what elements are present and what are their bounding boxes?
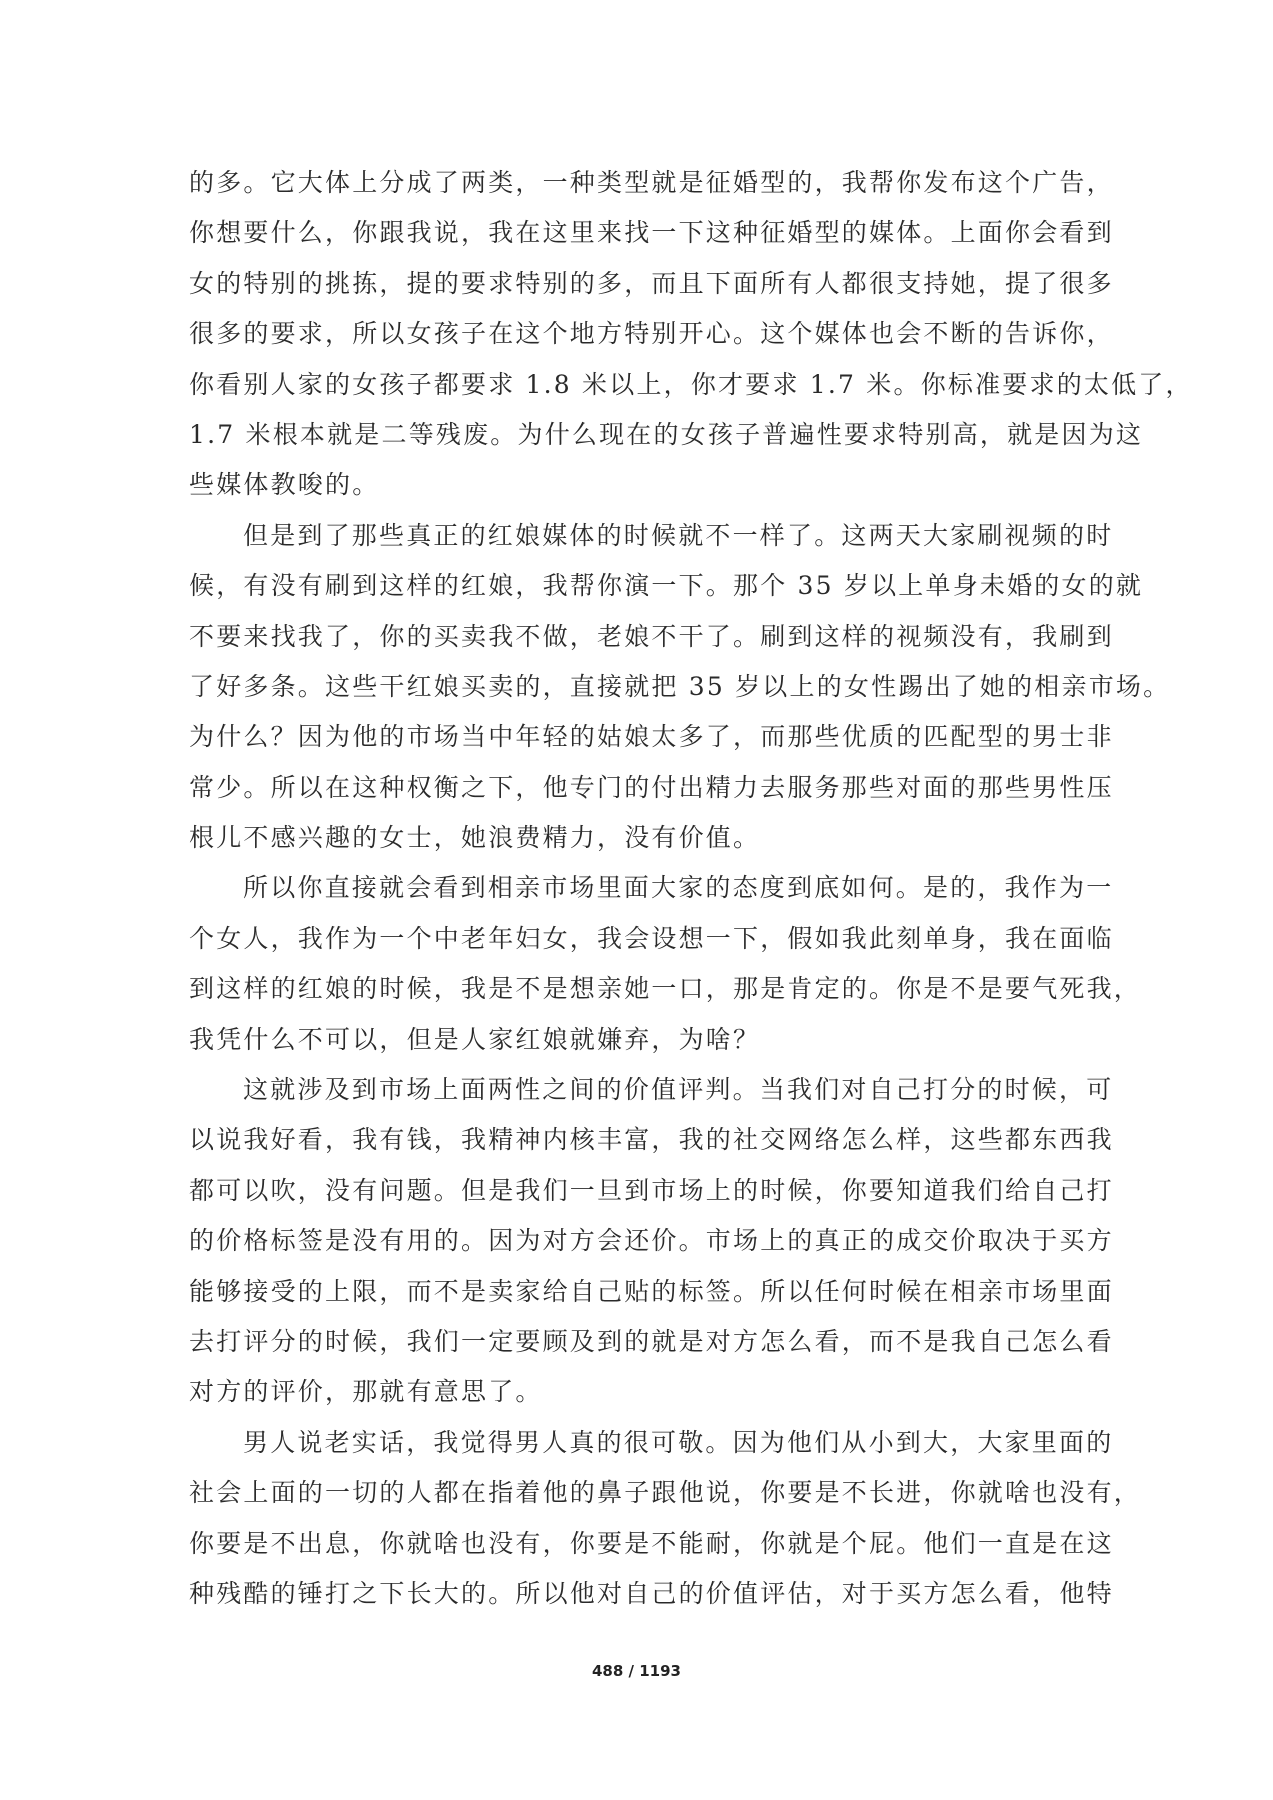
text-line: 不要来找我了，你的买卖我不做，老娘不干了。刷到这样的视频没有，我刷到 — [189, 621, 1114, 651]
paragraph-first-line: 所以你直接就会看到相亲市场里面大家的态度到底如何。是的，我作为一 — [243, 873, 1114, 903]
text-line: 的多。它大体上分成了两类，一种类型就是征婚型的，我帮你发布这个广告， — [189, 168, 1114, 197]
text-line: 都可以吹，没有问题。但是我们一旦到市场上的时候，你要知道我们给自己打 — [189, 1175, 1114, 1205]
text-line: 的价格标签是没有用的。因为对方会还价。市场上的真正的成交价取决于买方 — [189, 1226, 1114, 1256]
text-line: 候，有没有刷到这样的红娘，我帮你演一下。那个 35 岁以上单身未婚的女的就 — [189, 571, 1144, 601]
text-line: 1.7 米根本就是二等残废。为什么现在的女孩子普遍性要求特别高，就是因为这 — [189, 419, 1144, 449]
text-line: 些媒体教唆的。 — [189, 470, 380, 500]
text-line: 你想要什么，你跟我说，我在这里来找一下这种征婚型的媒体。上面你会看到 — [189, 218, 1114, 248]
text-line: 为什么？因为他的市场当中年轻的姑娘太多了，而那些优质的匹配型的男士非 — [189, 722, 1114, 752]
text-line: 根儿不感兴趣的女士，她浪费精力，没有价值。 — [189, 823, 761, 853]
text-line: 社会上面的一切的人都在指着他的鼻子跟他说，你要是不长进，你就啥也没有， — [189, 1478, 1142, 1508]
paragraph-first-line: 这就涉及到市场上面两性之间的价值评判。当我们对自己打分的时候，可 — [243, 1075, 1114, 1105]
body-text — [189, 158, 1193, 1619]
text-line: 以说我好看，我有钱，我精神内核丰富，我的社交网络怎么样，这些都东西我 — [189, 1125, 1114, 1155]
text-line: 你看别人家的女孩子都要求 1.8 米以上，你才要求 1.7 米。你标准要求的太低了， — [189, 369, 1193, 399]
page-number: 488 / 1193 — [592, 1662, 681, 1680]
paragraph-first-line: 男人说老实话，我觉得男人真的很可敬。因为他们从小到大，大家里面的 — [243, 1427, 1114, 1457]
text-line: 常少。所以在这种权衡之下，他专门的付出精力去服务那些对面的那些男性压 — [189, 772, 1114, 802]
text-line: 种残酷的锤打之下长大的。所以他对自己的价值评估，对于买方怎么看，他特 — [189, 1578, 1114, 1608]
text-line: 去打评分的时候，我们一定要顾及到的就是对方怎么看，而不是我自己怎么看 — [189, 1326, 1114, 1356]
text-line: 对方的评价，那就有意思了。 — [189, 1377, 543, 1407]
text-line: 你要是不出息，你就啥也没有，你要是不能耐，你就是个屁。他们一直是在这 — [189, 1528, 1114, 1558]
text-line: 了好多条。这些干红娘买卖的，直接就把 35 岁以上的女性踢出了她的相亲市场。 — [189, 671, 1171, 701]
text-line: 女的特别的挑拣，提的要求特别的多，而且下面所有人都很支持她，提了很多 — [189, 268, 1114, 298]
text-line: 能够接受的上限，而不是卖家给自己贴的标签。所以任何时候在相亲市场里面 — [189, 1276, 1114, 1306]
text-line: 很多的要求，所以女孩子在这个地方特别开心。这个媒体也会不断的告诉你， — [189, 319, 1114, 349]
text-line: 个女人，我作为一个中老年妇女，我会设想一下，假如我此刻单身，我在面临 — [189, 923, 1114, 953]
text-line: 到这样的红娘的时候，我是不是想亲她一口，那是肯定的。你是不是要气死我， — [189, 974, 1142, 1004]
paragraph-first-line: 但是到了那些真正的红娘媒体的时候就不一样了。这两天大家刷视频的时 — [243, 520, 1114, 550]
text-line: 我凭什么不可以，但是人家红娘就嫌弃，为啥？ — [189, 1024, 761, 1054]
